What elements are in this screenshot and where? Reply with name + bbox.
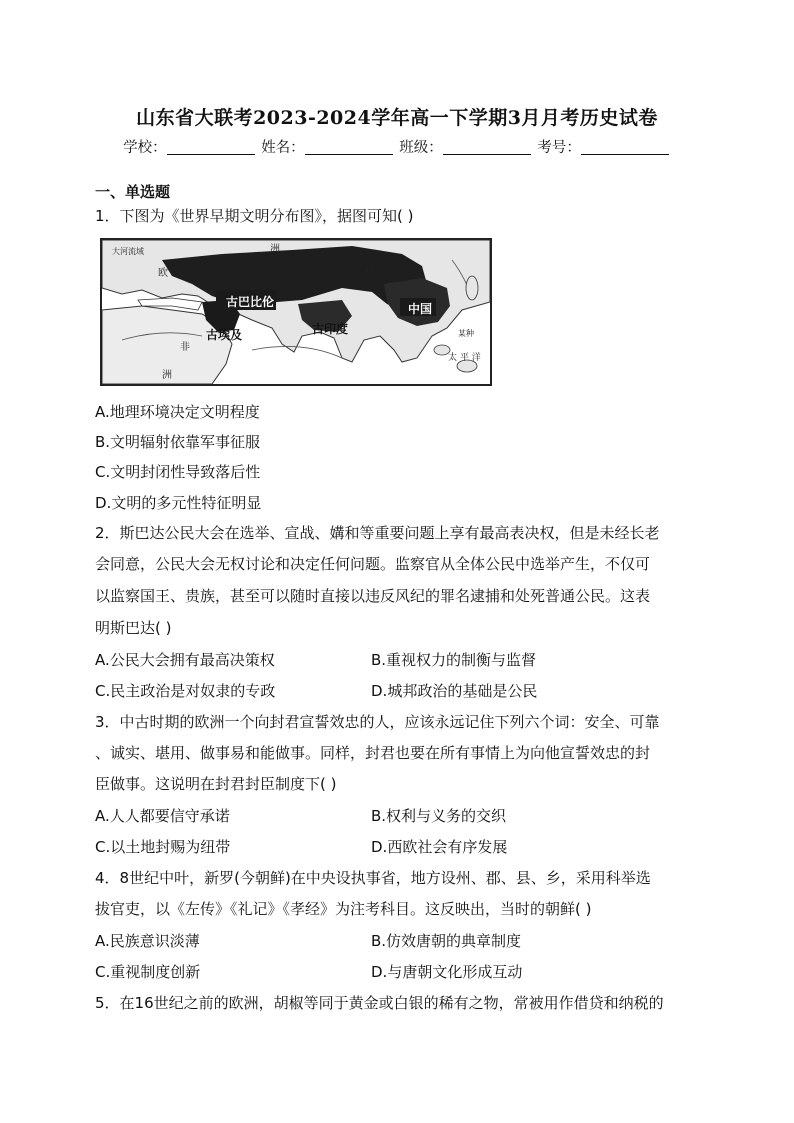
- field-school-blank[interactable]: [167, 140, 255, 155]
- world-early-civilization-map: [100, 238, 492, 386]
- q4-option-d[interactable]: D.与唐朝文化形成互动: [371, 963, 523, 981]
- map-label-egypt: 古埃及: [206, 328, 243, 342]
- question-2-line-4: 明斯巴达( ): [95, 619, 172, 637]
- map-label-pacific: 太 平 洋: [448, 353, 481, 363]
- question-2-line-3: 以监察国王、贵族，甚至可以随时直接以违反风纪的罪名逮捕和处死普通公民。这表: [95, 587, 651, 605]
- map-label-asia: 亚: [364, 266, 374, 277]
- question-2-line-1: 2．斯巴达公民大会在选举、宣战、媾和等重要问题上享有最高表决权，但是未经长老: [95, 524, 660, 542]
- student-info-row: [0, 136, 794, 157]
- question-2-line-2: 会同意，公民大会无权讨论和决定任何问题。监察官从全体公民中选举产生，不仅可: [95, 555, 651, 573]
- field-number-blank[interactable]: [581, 140, 669, 155]
- map-label-europe: 欧: [158, 268, 168, 279]
- q4-option-a[interactable]: A.民族意识淡薄: [95, 932, 200, 950]
- map-label-continent-mid: 洲: [162, 370, 172, 381]
- map-label-small-mark-2: 大河流域: [112, 247, 144, 256]
- q3-option-a[interactable]: A.人人都要信守承诺: [95, 807, 230, 825]
- question-5-line-1: 5．在16世纪之前的欧洲，胡椒等同于黄金或白银的稀有之物，常被用作借贷和纳税的: [95, 994, 664, 1012]
- q2-option-d[interactable]: D.城邦政治的基础是公民: [371, 682, 538, 700]
- field-name-label: 姓名：: [261, 140, 305, 156]
- exam-title: 山东省大联考2023-2024学年高一下学期3月月考历史试卷: [136, 107, 658, 129]
- question-4-line-2: 拔官吏，以《左传》《礼记》《孝经》为注考科目。这反映出，当时的朝鲜( ): [95, 900, 592, 918]
- map-label-india: 古印度: [312, 322, 349, 336]
- q4-option-c[interactable]: C.重视制度创新: [95, 963, 201, 981]
- q1-option-b[interactable]: B.文明辐射依靠军事征服: [95, 433, 261, 451]
- q2-option-a[interactable]: A.公民大会拥有最高决策权: [95, 651, 275, 669]
- question-3-line-1: 3．中古时期的欧洲一个向封君宣誓效忠的人，应该永远记住下列六个词：安全、可靠: [95, 713, 660, 731]
- map-label-small-mark: 某种: [458, 329, 474, 338]
- field-name-blank[interactable]: [305, 140, 393, 155]
- field-class-label: 班级：: [399, 140, 443, 156]
- q4-option-b[interactable]: B.仿效唐朝的典章制度: [371, 932, 522, 950]
- q2-option-c[interactable]: C.民主政治是对奴隶的专政: [95, 682, 276, 700]
- q3-option-d[interactable]: D.西欧社会有序发展: [371, 838, 508, 856]
- question-3-line-2: 、诚实、堪用、做事易和能做事。同样，封君也要在所有事情上为向他宣誓效忠的封: [95, 744, 651, 762]
- q3-option-b[interactable]: B.权利与义务的交织: [371, 807, 507, 825]
- q1-option-a[interactable]: A.地理环境决定文明程度: [95, 403, 260, 421]
- field-school-label: 学校：: [123, 140, 167, 156]
- question-3-line-3: 臣做事。这说明在封君封臣制度下( ): [95, 775, 337, 793]
- map-label-africa: 非: [180, 342, 190, 353]
- map-label-continent-top: 洲: [270, 244, 280, 255]
- map-label-babylon: 古巴比伦: [226, 295, 275, 309]
- field-class-blank[interactable]: [443, 140, 531, 155]
- question-4-line-1: 4．8世纪中叶，新罗(今朝鲜)在中央设执事省，地方设州、郡、县、乡，采用科举选: [95, 869, 651, 887]
- field-number-label: 考号：: [537, 140, 581, 156]
- section-title: 一、单选题: [95, 183, 171, 201]
- question-1-stem: 1．下图为《世界早期文明分布图》，据图可知( ): [95, 207, 414, 225]
- q2-option-b[interactable]: B.重视权力的制衡与监督: [371, 651, 537, 669]
- q1-option-d[interactable]: D.文明的多元性特征明显: [95, 494, 262, 512]
- map-label-china: 中国: [408, 302, 433, 316]
- q3-option-c[interactable]: C.以土地封赐为纽带: [95, 838, 231, 856]
- q1-option-c[interactable]: C.文明封闭性导致落后性: [95, 463, 261, 481]
